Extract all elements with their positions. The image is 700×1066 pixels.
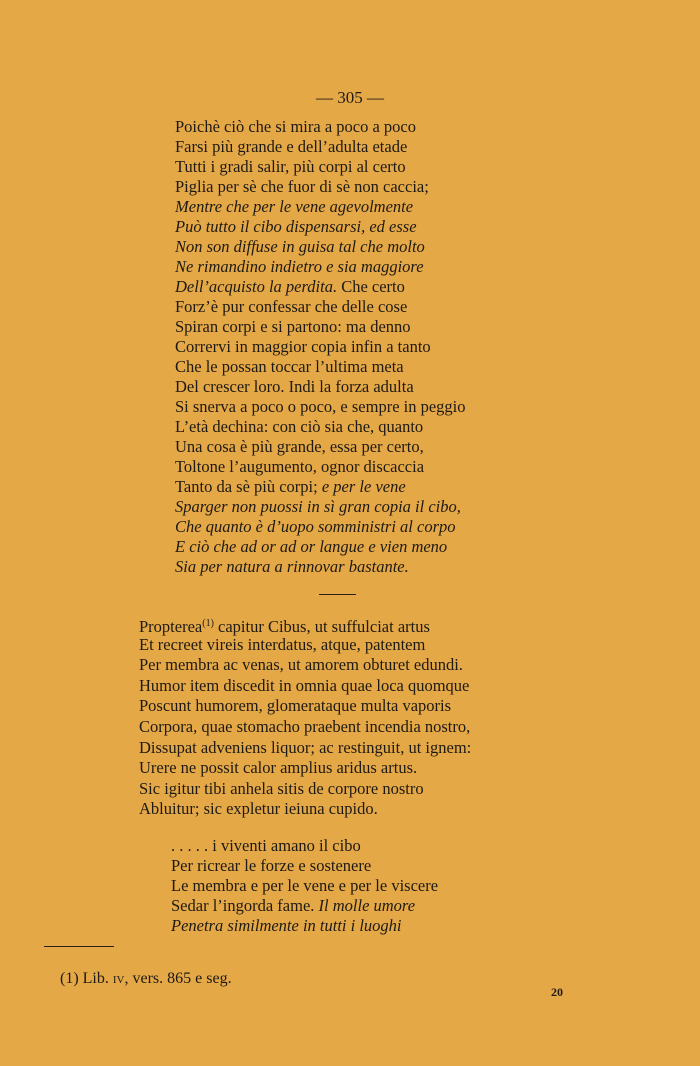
verse-text: Corrervi in maggior copia infin a tanto	[175, 337, 431, 356]
verse-line	[175, 537, 466, 557]
latin-first-rest: capitur Cibus, ut suffulciat artus	[213, 617, 430, 636]
section-divider	[319, 594, 356, 595]
verse-text: Tanto da sè più corpi;	[175, 477, 318, 496]
footnote-reference[interactable]: (1)	[202, 618, 214, 629]
verse-text: Penetra similmente in tutti i luoghi	[171, 916, 402, 935]
verse-text: Spiran corpi e si partono: ma denno	[175, 317, 411, 336]
verse-line	[175, 297, 466, 317]
verse-text: Che le possan toccar l’ultima meta	[175, 357, 404, 376]
footnote-rest: , vers. 865 e seg.	[124, 970, 232, 987]
page-number: — 305 —	[316, 88, 384, 107]
verse-text: Una cosa è più grande, essa per certo,	[175, 437, 424, 456]
verse-text: E ciò che ad or ad or langue e vien meno	[175, 537, 448, 556]
verse-line: Poscunt humorem, glomerataque multa vaporis	[139, 696, 452, 716]
verse-text: Poichè ciò che si mira a poco a poco	[175, 117, 416, 136]
verse-line	[175, 317, 466, 337]
verse-line: Corpora, quae stomacho praebent incendia nostro,	[139, 716, 471, 736]
verse-line	[171, 836, 438, 856]
verse-text: Le membra e per le vene e per le viscere	[171, 876, 439, 895]
verse-line	[171, 856, 438, 876]
footnote-marker: (1) Lib.	[60, 970, 109, 987]
verse-line	[175, 377, 466, 397]
verse-text: Piglia per sè che fuor di sè non caccia;	[175, 177, 429, 196]
verse-line: Sic igitur tibi anhela sitis de corpore nostro	[139, 778, 424, 798]
verse-line	[175, 497, 466, 517]
verse-text: Sia per natura a rinnovar bastante.	[175, 557, 409, 576]
verse-line	[175, 397, 466, 417]
verse-text: Non son diffuse in guisa tal che molto	[175, 237, 425, 256]
verse-text: . . . . . i viventi amano il cibo	[171, 836, 361, 855]
verse-line	[175, 277, 466, 297]
verse-line	[175, 237, 466, 257]
verse-text: Forz’è pur confessar che delle cose	[175, 297, 408, 316]
verse-text: Sedar l’ingorda fame.	[171, 896, 315, 915]
verse-line	[175, 257, 466, 277]
verse-line	[175, 337, 466, 357]
verse-text: Dell’acquisto la perdita.	[175, 277, 338, 296]
verse-text: Può tutto il cibo dispensarsi, ed esse	[175, 217, 417, 236]
verse-text: Che quanto è d’uopo somministri al corpo	[175, 517, 456, 536]
verse-line	[175, 117, 466, 137]
verse-line	[175, 457, 466, 477]
verse-text: Del crescer loro. Indi la forza adulta	[175, 377, 414, 396]
verse-text: L’età dechina: con ciò sia che, quanto	[175, 417, 424, 436]
verse-text: Tutti i gradi salir, più corpi al certo	[175, 157, 406, 176]
verse-line	[175, 157, 466, 177]
verse-text: Toltone l’augumento, ognor discaccia	[175, 457, 425, 476]
verse-line	[171, 876, 438, 896]
verse-text-rest: e per le vene	[317, 477, 406, 496]
verse-text-rest: Che certo	[337, 277, 405, 296]
verse-line: Et recreet vireis interdatus, atque, patentem	[139, 634, 426, 654]
verse-line	[175, 477, 466, 497]
verse-line	[175, 417, 466, 437]
verse-text: Ne rimandino indietro e sia maggiore	[175, 257, 424, 276]
verse-line	[171, 916, 438, 936]
verse-line	[171, 896, 438, 916]
verse-line	[175, 437, 466, 457]
italian-verse-2	[171, 836, 438, 936]
italian-verse-1	[175, 117, 466, 577]
verse-text: Per ricrear le forze e sostenere	[171, 856, 372, 875]
verse-line	[175, 357, 466, 377]
verse-text: Si snerva a poco o poco, e sempre in peggio	[175, 397, 466, 416]
verse-line	[175, 517, 466, 537]
verse-line	[175, 557, 466, 577]
printer-signature: 20	[551, 985, 563, 999]
verse-line	[175, 197, 466, 217]
verse-line: Per membra ac venas, ut amorem obturet edundi.	[139, 655, 463, 675]
footnote-book: iv	[112, 970, 125, 987]
verse-line: Dissupat adveniens liquor; ac restinguit, ut ignem:	[139, 737, 472, 757]
verse-text-rest: Il molle umore	[314, 896, 416, 915]
verse-text: Mentre che per le vene agevolmente	[175, 197, 414, 216]
verse-text: Farsi più grande e dell’adulta etade	[175, 137, 408, 156]
verse-line	[139, 614, 471, 635]
footnote	[60, 970, 232, 988]
verse-line: Humor item discedit in omnia quae loca quomque	[139, 675, 470, 695]
verse-line: Urere ne possit calor amplius aridus artus.	[139, 758, 418, 778]
latin-verse	[139, 614, 471, 820]
latin-first-word: Propterea	[139, 617, 203, 636]
verse-line: Abluitur; sic expletur ieiuna cupido.	[139, 799, 378, 819]
footnote-rule	[44, 946, 114, 947]
verse-text: Sparger non puossi in sì gran copia il cibo,	[175, 497, 461, 516]
verse-line	[175, 177, 466, 197]
verse-line	[175, 137, 466, 157]
verse-line	[175, 217, 466, 237]
